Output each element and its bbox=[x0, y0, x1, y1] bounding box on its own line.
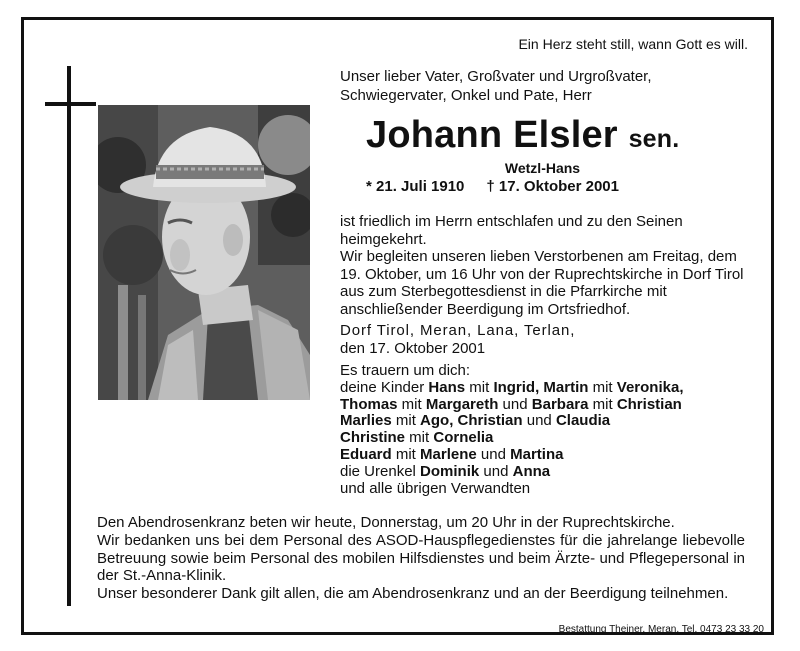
mourner-text: mit bbox=[391, 445, 421, 463]
mourners-line bbox=[340, 380, 750, 397]
funeral-details-text: Wir begleiten unseren lieben Verstorbenen am Freitag, dem 19. Oktober, um 16 Uhr von der Ruprechtskirche in Dorf Tirol aus zum Sterbegottesdienst in die Pfarrkirche mit anschließender Beerdigung im Ortsfriedhof. bbox=[340, 248, 744, 318]
mourner-name: Christine bbox=[340, 429, 406, 447]
portrait-photo bbox=[98, 105, 310, 400]
mourner-text: mit bbox=[588, 378, 617, 396]
mourners-line bbox=[340, 397, 750, 414]
undertaker-credit: Bestattung Theiner, Meran, Tel. 0473 23 33 20 bbox=[558, 624, 764, 635]
mourner-text: und bbox=[479, 462, 513, 480]
mourners-intro: Es trauern um dich: bbox=[340, 362, 471, 379]
mourner-name: Veronika, bbox=[616, 378, 684, 396]
intro-text: Unser lieber Vater, Großvater und Urgroßvater, Schwiegervater, Onkel und Pate, Herr bbox=[340, 68, 652, 104]
name-suffix: sen. bbox=[628, 125, 680, 153]
cross-icon-vertical bbox=[67, 66, 71, 606]
mourner-text: die Urenkel bbox=[340, 462, 421, 480]
mourner-name: Barbara bbox=[531, 395, 589, 413]
mourners-list bbox=[340, 363, 750, 497]
mourner-text: mit bbox=[588, 395, 617, 413]
deceased-name bbox=[366, 113, 679, 161]
birth-date: * 21. Juli 1910 bbox=[366, 178, 465, 195]
mourners-line bbox=[340, 430, 750, 447]
places-line: Dorf Tirol, Meran, Lana, Terlan, bbox=[340, 322, 576, 339]
mourner-name: Margareth bbox=[425, 395, 499, 413]
life-dates bbox=[366, 178, 619, 195]
mourner-text: und bbox=[522, 412, 556, 430]
mourner-text: mit bbox=[465, 378, 494, 396]
mourner-name: Eduard bbox=[340, 445, 392, 463]
mourner-name: Christian bbox=[616, 395, 682, 413]
motto: Ein Herz steht still, wann Gott es will. bbox=[518, 36, 748, 52]
mourner-name: Martina bbox=[510, 445, 564, 463]
mourners-closing: und alle übrigen Verwandten bbox=[340, 479, 531, 497]
mourners-line bbox=[340, 413, 750, 430]
thanks-care-text: Wir bedanken uns bei dem Personal des ASOD-Hauspflegedienstes für die jahrelange liebevolle Betreuung sowie beim Personal des mobilen Hilfsdienstes und beim Ärzte- und Pflegepersonal in der St.-Anna-Klinik. bbox=[97, 532, 745, 584]
mourner-name: Anna bbox=[512, 462, 551, 480]
nickname: Wetzl-Hans bbox=[504, 160, 581, 176]
date-line: den 17. Oktober 2001 bbox=[340, 339, 486, 357]
mourner-name: Thomas bbox=[340, 395, 398, 413]
mourner-text: mit bbox=[391, 412, 421, 430]
rosary-notice: Den Abendrosenkranz beten wir heute, Donnerstag, um 20 Uhr in der Ruprechtskirche. bbox=[97, 514, 675, 531]
cross-icon-horizontal bbox=[45, 102, 96, 106]
name-main: Johann Elsler bbox=[366, 114, 618, 156]
mourners-line bbox=[340, 464, 750, 481]
mourner-name: Ago, Christian bbox=[420, 412, 523, 430]
mourner-name: Marlene bbox=[420, 445, 477, 463]
mourner-text: mit bbox=[405, 429, 434, 447]
mourner-name: Hans bbox=[428, 378, 466, 396]
places-date bbox=[340, 322, 744, 357]
mourner-name: Ingrid, Martin bbox=[493, 378, 589, 396]
death-date: † 17. Oktober 2001 bbox=[486, 178, 619, 195]
thanks-attendance-text: Unser besonderer Dank gilt allen, die am Abendrosenkranz und an der Beerdigung teilnehmen. bbox=[97, 585, 729, 602]
peaceful-passing-text: ist friedlich im Herrn entschlafen und zu den Seinen heimgekehrt. bbox=[340, 213, 683, 248]
mourner-name: Dominik bbox=[420, 462, 480, 480]
mourner-text: mit bbox=[397, 395, 426, 413]
mourner-name: Marlies bbox=[340, 412, 392, 430]
mourner-text: deine Kinder bbox=[340, 378, 429, 396]
mourner-name: Claudia bbox=[555, 412, 611, 430]
mourner-text: und bbox=[476, 445, 511, 463]
mourner-text: und bbox=[498, 395, 532, 413]
mourners-line bbox=[340, 447, 750, 464]
mourner-name: Cornelia bbox=[433, 429, 494, 447]
